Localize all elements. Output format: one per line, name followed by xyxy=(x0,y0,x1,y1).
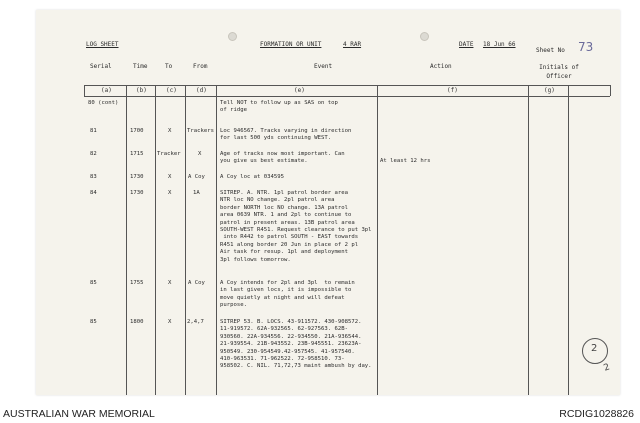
row-serial: 80 (cont) xyxy=(88,100,119,106)
header-top-rule xyxy=(84,85,610,86)
row-time: 1715 xyxy=(130,151,144,157)
row-serial: 85 xyxy=(90,319,97,325)
col-title-time: Time xyxy=(133,63,148,70)
row-from: A Coy xyxy=(188,280,205,286)
punch-hole xyxy=(228,32,237,41)
row-serial: 85 xyxy=(90,280,97,286)
sheet-number: 73 xyxy=(578,40,594,54)
row-event: A Coy intends for 2pl and 3pl to remain in last given locs, it is impossible to move quietly at night and will defeat purpose. xyxy=(220,280,355,309)
column-divider xyxy=(84,85,85,96)
footer-institution: AUSTRALIAN WAR MEMORIAL xyxy=(3,408,155,420)
formation-label: FORMATION OR UNIT xyxy=(260,41,322,48)
formation-value: 4 RAR xyxy=(343,41,362,48)
col-title-action: Action xyxy=(430,63,452,70)
col-num-f: (f) xyxy=(447,87,458,94)
row-event: Tell NOT to follow up as SAS on top of ridge xyxy=(220,100,338,114)
column-divider xyxy=(126,85,127,395)
row-to: X xyxy=(168,174,172,180)
column-divider xyxy=(155,85,156,395)
sheet-label: Sheet No xyxy=(536,47,565,54)
column-divider xyxy=(568,85,569,395)
row-from: 2,4,7 xyxy=(187,319,204,325)
col-num-e: (e) xyxy=(294,87,305,94)
row-serial: 83 xyxy=(90,174,97,180)
row-serial: 84 xyxy=(90,190,97,196)
handwritten-mark-subtext: 2 xyxy=(602,362,612,374)
date-label: DATE xyxy=(459,41,474,48)
column-divider xyxy=(185,85,186,395)
row-from: X xyxy=(198,151,202,157)
row-serial: 82 xyxy=(90,151,97,157)
date-value: 18 Jun 66 xyxy=(483,41,516,48)
header-bottom-rule xyxy=(84,96,610,97)
row-event: Loc 946567. Tracks varying in direction for last 500 yds continuing WEST. xyxy=(220,128,352,142)
row-event: SITREP. A. NTR. 1pl patrol border area NTR loc NO change. 2pl patrol area border NORTH loc NO change. 13A patrol area 0639 NTR. 1 and 2pl to continue to patrol in present areas. 13B patrol area SOUTH-WEST R451. Request clearance to put 3pl into R442 to patrol SOUTH - EAST towards R451 along border 20 Jun in place of 2 pl Air task for resup. 1pl and deployment 3pl follows tomorrow. xyxy=(220,190,372,263)
column-divider xyxy=(377,85,378,395)
row-from: Trackers xyxy=(187,128,214,134)
column-divider xyxy=(610,85,611,96)
col-title-serial: Serial xyxy=(90,63,112,70)
row-to: X xyxy=(168,319,172,325)
row-to: X xyxy=(168,280,172,286)
col-title-initials: Initials of Officer xyxy=(539,64,579,80)
row-event: SITREP 53. B. LOCS. 43-911572. 430-908572. 11-919572. 62A-932565. 62-927563. 62B- 930560. 22A-934556. 22-934550. 21A-936544. 21-939554. 21B-943552. 23B-945551. 23623A- 950549. 230-954549.42-957545. 41-957540. 410-963531. 71-962522. 72-958510. 73- 958502. C. NIL. 71,72,73 maint ambush by day. xyxy=(220,319,372,370)
punch-hole xyxy=(420,32,429,41)
row-event: A Coy loc at 034595 xyxy=(220,174,284,180)
col-num-g: (g) xyxy=(544,87,555,94)
col-num-b: (b) xyxy=(136,87,147,94)
col-num-d: (d) xyxy=(196,87,207,94)
row-to: X xyxy=(168,190,172,196)
col-title-event: Event xyxy=(314,63,333,70)
row-time: 1755 xyxy=(130,280,144,286)
row-time: 1800 xyxy=(130,319,144,325)
handwritten-mark-text: 2 xyxy=(591,343,598,354)
row-action: At least 12 hrs xyxy=(380,158,431,164)
footer-record-id: RCDIG1028826 xyxy=(559,408,634,420)
row-time: 1730 xyxy=(130,190,144,196)
row-from: 1A xyxy=(193,190,200,196)
col-num-c: (c) xyxy=(166,87,177,94)
col-title-to: To xyxy=(165,63,173,70)
row-event: Age of tracks now most important. Can you give us best estimate. xyxy=(220,151,345,165)
col-title-from: From xyxy=(193,63,208,70)
row-to: Tracker xyxy=(157,151,181,157)
row-from: A Coy xyxy=(188,174,205,180)
row-time: 1700 xyxy=(130,128,144,134)
log-sheet-title: LOG SHEET xyxy=(86,41,119,48)
column-divider xyxy=(216,85,217,395)
row-to: X xyxy=(168,128,172,134)
row-time: 1730 xyxy=(130,174,144,180)
row-serial: 81 xyxy=(90,128,97,134)
column-divider xyxy=(528,85,529,395)
col-num-a: (a) xyxy=(101,87,112,94)
